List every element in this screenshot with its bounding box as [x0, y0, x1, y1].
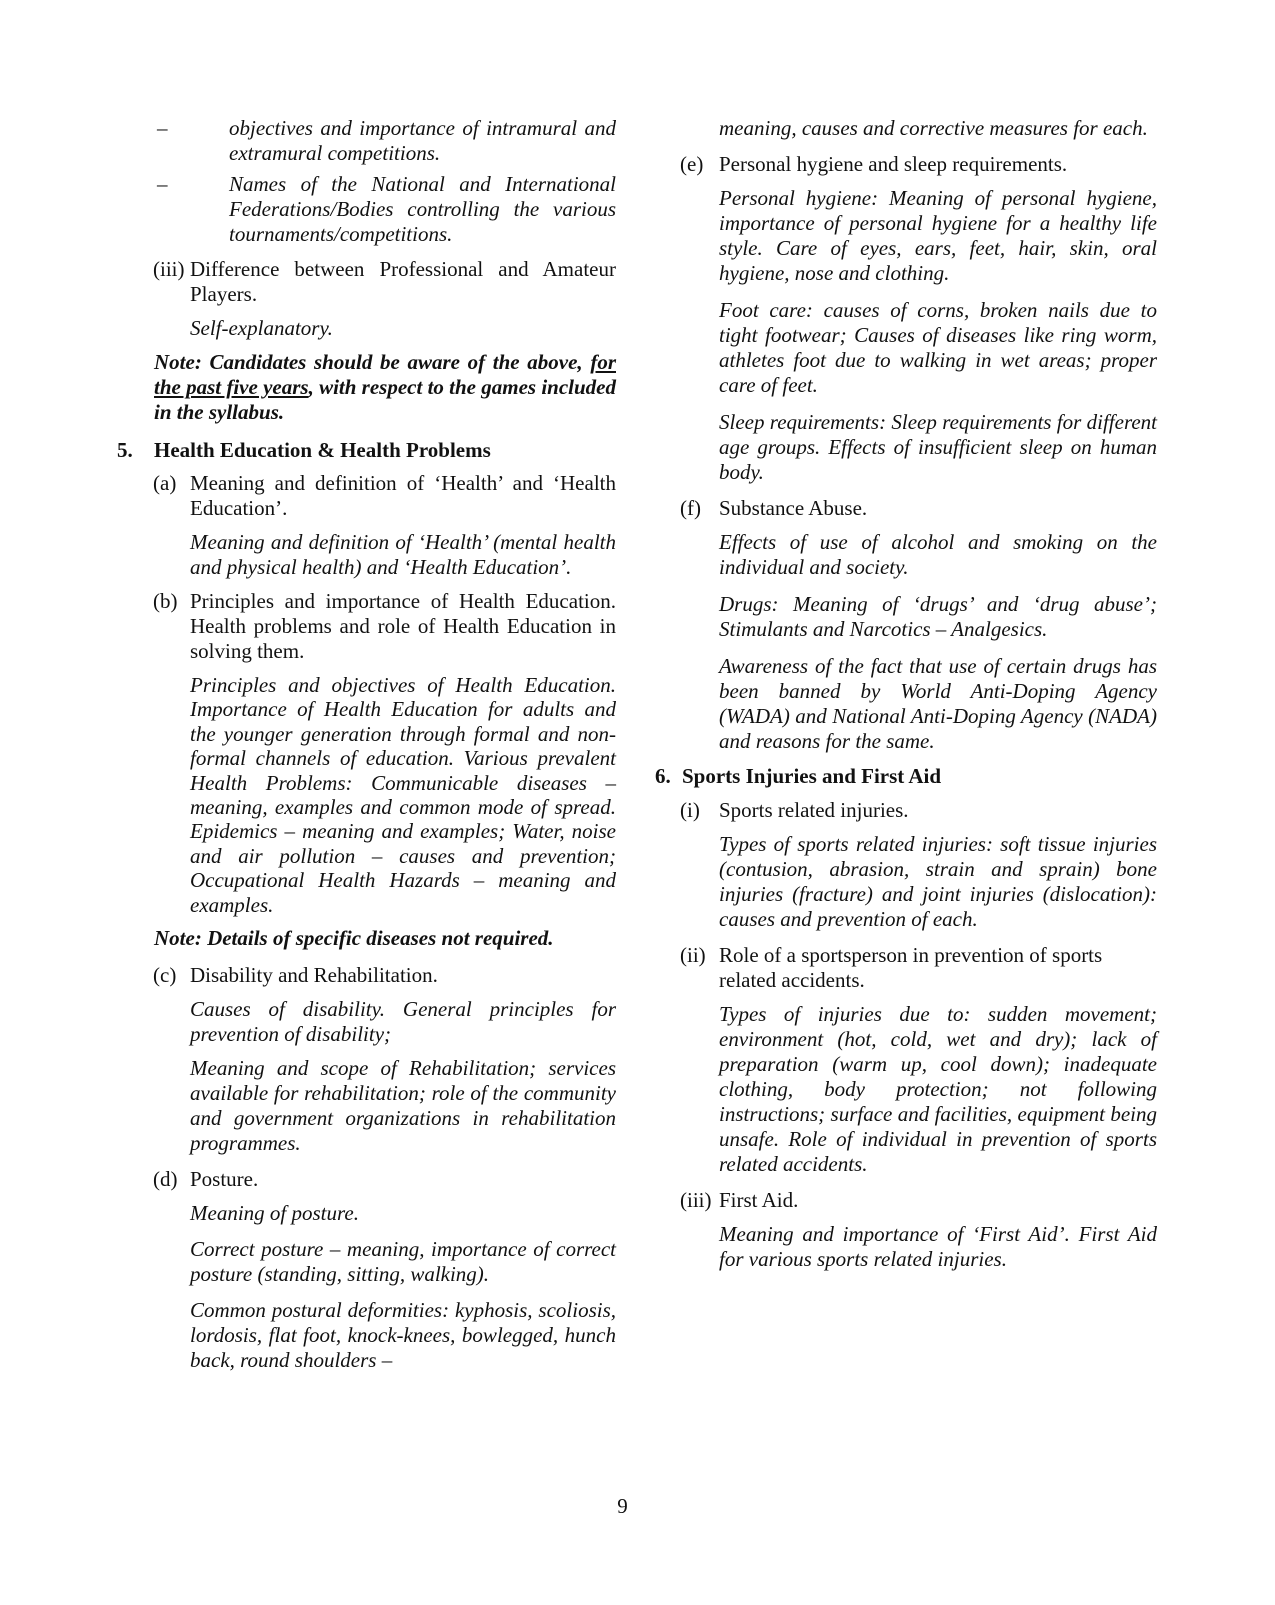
subsection-description: Personal hygiene: Meaning of personal hygiene, importance of personal hygiene for a healthy life style. Care of eyes, ears, feet, hair, skin, oral hygiene, nose and clothing. — [719, 186, 1157, 285]
right-column — [655, 116, 1157, 1283]
subsection-description: Sleep requirements: Sleep requirements for different age groups. Effects of insufficient sleep on human body. — [719, 410, 1157, 484]
subsection-title: Disability and Rehabilitation. — [190, 963, 438, 988]
subsection-title: Role of a sportsperson in prevention of sports related accidents. — [719, 943, 1103, 992]
subsection-marker: (i) — [680, 798, 700, 822]
subsection-description: Principles and objectives of Health Education. Importance of Health Education for adults and the younger generation through formal and non-formal channels of education. Various prevalent Health Problems: Communicable diseases – meaning, examples and common mode of spread. Epidemics – meaning and examples; Water, noise and air pollution – causes and prevention; Occupational Health Hazards – meaning and examples. — [190, 673, 616, 917]
note-underlined: for the past five years — [154, 350, 616, 399]
section-number: 6. — [655, 764, 671, 788]
subsection-ii — [655, 943, 1157, 993]
subsection-description: Correct posture – meaning, importance of correct posture (standing, sitting, walking). — [190, 1237, 616, 1287]
subsection-title: Substance Abuse. — [719, 496, 868, 520]
subsection-marker: (f) — [680, 496, 701, 520]
subsection-description: Effects of use of alcohol and smoking on the individual and society. — [719, 530, 1157, 579]
subsection-title: Personal hygiene and sleep requirements. — [719, 152, 1068, 176]
subsection-description: Meaning and definition of ‘Health’ (mental health and physical health) and ‘Health Education’. — [190, 530, 616, 579]
subsection-marker: (e) — [680, 152, 704, 176]
section-title: Health Education & Health Problems — [154, 438, 491, 462]
subsection-marker: (a) — [153, 471, 177, 495]
note-past-five-years — [117, 350, 616, 425]
list-item — [117, 172, 616, 247]
subsection-title: Principles and importance of Health Education. Health problems and role of Health Education in solving them. — [190, 589, 616, 663]
left-column — [117, 116, 616, 1382]
subsection-description: meaning, causes and corrective measures for each. — [719, 116, 1148, 140]
subsection-title: Meaning and definition of ‘Health’ and ‘Health Education’. — [190, 471, 616, 520]
subsection-description: Awareness of the fact that use of certain drugs has been banned by World Anti-Doping Agency (WADA) and National Anti-Doping Agency (NADA) and reasons for the same. — [719, 654, 1157, 753]
page-number: 9 — [617, 1494, 628, 1518]
subsection-description: Common postural deformities: kyphosis, scoliosis, lordosis, flat foot, knock-knees, bowlegged, hunch back, round shoulders – — [190, 1298, 616, 1373]
subsection-description: Drugs: Meaning of ‘drugs’ and ‘drug abuse’; Stimulants and Narcotics – Analgesics. — [719, 592, 1157, 641]
subsection-title: Sports related injuries. — [719, 798, 909, 822]
list-item-text: objectives and importance of intramural and extramural competitions. — [229, 116, 616, 165]
subsection-i — [655, 798, 1157, 823]
subsection-description: Foot care: causes of corns, broken nails due to tight footwear; Causes of diseases like ring worm, athletes foot due to walking in wet areas; proper care of feet. — [719, 298, 1157, 397]
section-heading-6 — [655, 764, 1157, 789]
subsection-f — [655, 496, 1157, 521]
section-title: Sports Injuries and First Aid — [682, 764, 942, 788]
subsection-c — [117, 963, 616, 988]
subsection-iii — [117, 257, 616, 307]
subsection-description: Types of injuries due to: sudden movement; environment (hot, cold, wet and dry); lack of preparation (warm up, cool down); inadequate clothing, body protection; not following instructions; surface and facilities, equipment being unsafe. Role of individual in prevention of sports related accidents. — [719, 1002, 1157, 1176]
subsection-marker: (d) — [153, 1167, 178, 1192]
subsection-marker: (iii) — [680, 1188, 712, 1212]
note-suffix: , with respect to the games included in the syllabus. — [154, 375, 616, 424]
dash-marker: – — [157, 172, 168, 196]
subsection-e — [655, 152, 1157, 177]
subsection-d — [117, 1167, 616, 1192]
subsection-title: Difference between Professional and Amateur Players. — [190, 257, 616, 306]
subsection-description: Meaning and importance of ‘First Aid’. First Aid for various sports related injuries. — [719, 1222, 1157, 1271]
subsection-marker: (b) — [153, 589, 178, 613]
dash-marker: – — [157, 116, 168, 140]
subsection-description: Meaning and scope of Rehabilitation; services available for rehabilitation; role of the community and government organizations in rehabilitation programmes. — [190, 1056, 616, 1156]
subsection-marker: (ii) — [680, 943, 706, 967]
subsection-title: First Aid. — [719, 1188, 799, 1212]
subsection-description: Types of sports related injuries: soft tissue injuries (contusion, abrasion, strain and sprain) bone injuries (fracture) and joint injuries (dislocation): causes and prevention of each. — [719, 832, 1157, 931]
list-item — [117, 116, 616, 166]
note-prefix: Note: Candidates should be aware of the above, — [154, 350, 591, 374]
subsection-title: Posture. — [190, 1167, 259, 1192]
list-item-text: Names of the National and International Federations/Bodies controlling the various tournaments/competitions. — [229, 172, 616, 246]
subsection-marker: (iii) — [153, 257, 185, 281]
subsection-a — [117, 471, 616, 521]
subsection-description: Self-explanatory. — [190, 316, 333, 340]
note-specific-diseases: Note: Details of specific diseases not required. — [154, 926, 554, 951]
subsection-b — [117, 589, 616, 664]
section-heading-5 — [117, 438, 616, 463]
subsection-description: Causes of disability. General principles for prevention of disability; — [190, 997, 616, 1047]
subsection-description: Meaning of posture. — [190, 1201, 359, 1226]
subsection-iii — [655, 1188, 1157, 1213]
subsection-marker: (c) — [153, 963, 177, 988]
section-number: 5. — [117, 438, 133, 462]
